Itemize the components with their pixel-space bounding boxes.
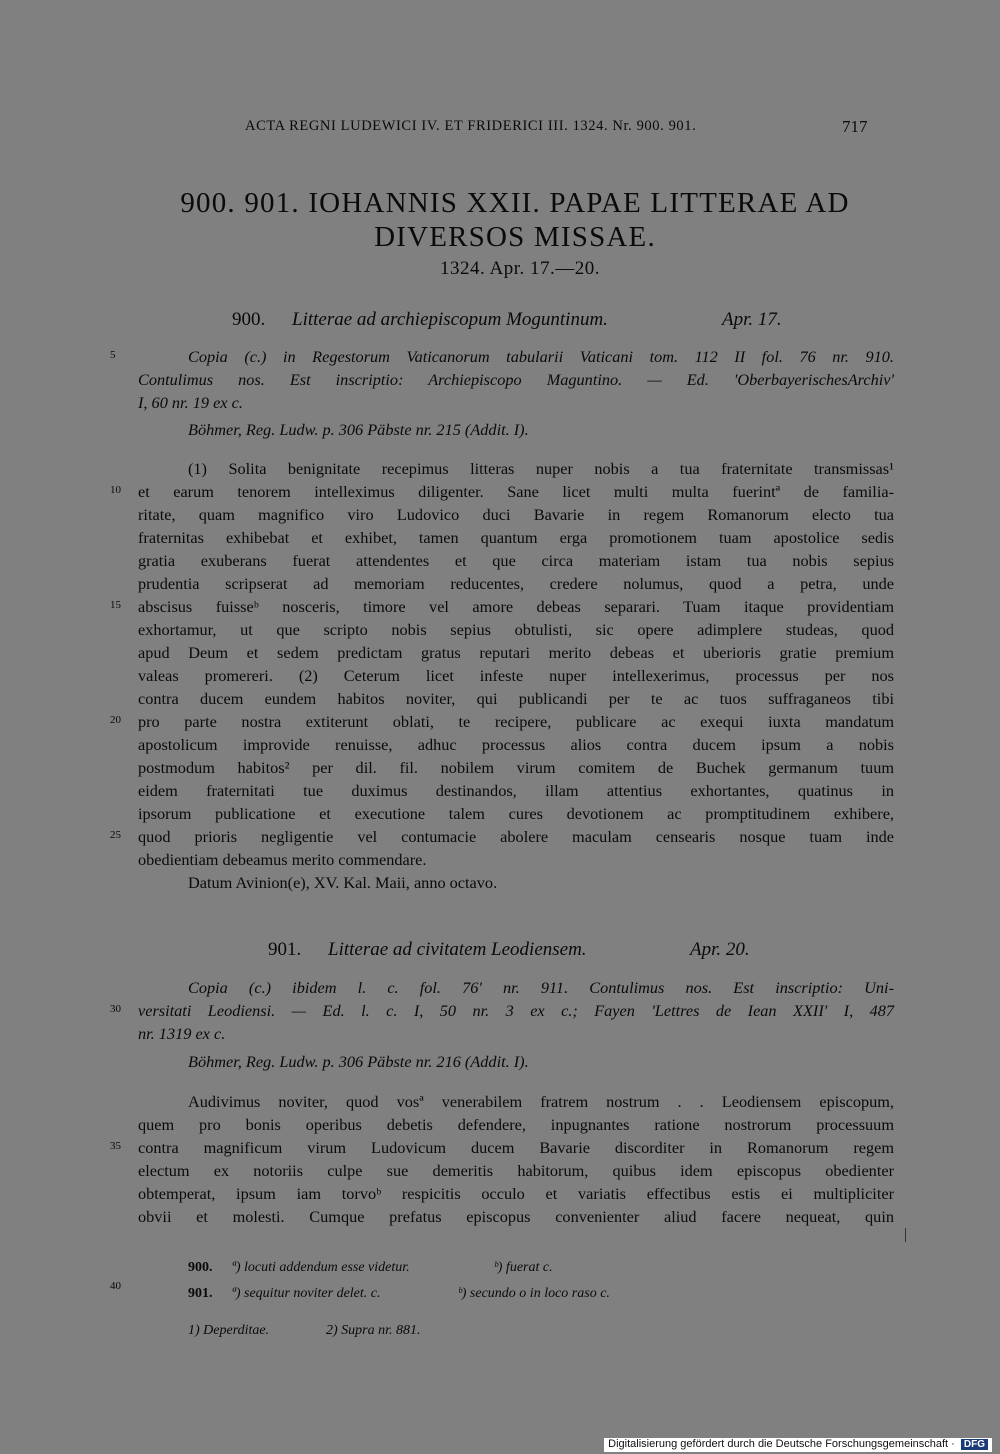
text-line: postmodum habitos² per dil. fil. nobilem virum comitem de Buchek germanum tuum xyxy=(138,758,894,777)
text-line: apud Deum et sedem predictam gratus reputari merito debeas et uberioris gratie premium xyxy=(138,643,894,662)
section-901-source-line: versitati Leodiensi. — Ed. l. c. I, 50 nr. 3 ex c.; Fayen 'Lettres de Iean XXII' I, 487 xyxy=(138,1001,894,1020)
text-line: abscisus fuisseᵇ nosceris, timore vel amore debeas separari. Tuam itaque providentiam xyxy=(138,597,894,616)
text-line: ritate, quam magnifico viro Ludovico duci Bavarie in regem Romanorum electo tua xyxy=(138,505,894,524)
text-line: obedientiam debeamus merito commendare. xyxy=(138,850,427,869)
funding-banner xyxy=(604,1438,992,1452)
section-900-source-line: Contulimus nos. Est inscriptio: Archiepiscopo Maguntino. — Ed. 'OberbayerischesArchiv' xyxy=(138,370,894,389)
text-line: obvii et molesti. Cumque prefatus episcopus convenienter aliud facere nequeat, quin xyxy=(138,1207,894,1226)
document-title-line-2: DIVERSOS MISSAE. xyxy=(374,221,656,253)
text-line: quod prioris negligentie vel contumacie abolere maculam censearis nosque tuam inde xyxy=(138,827,894,846)
text-line: contra ducem eundem habitos noviter, qui publicandi per te ac tuos suffraganeos tibi xyxy=(138,689,894,708)
text-line: pro parte nostra extiterunt oblati, te recipere, publicare ac exequi iuxta mandatum xyxy=(138,712,894,731)
section-900-date: Apr. 17. xyxy=(722,309,782,330)
margin-line-number: 5 xyxy=(110,349,116,361)
footnote-901-a: ª) sequitur noviter delet. c. xyxy=(232,1286,381,1301)
margin-line-number: 30 xyxy=(110,1003,121,1015)
text-line: electum ex notoriis culpe sue demeritis habitorum, quibus idem episcopus obedienter xyxy=(138,1161,894,1180)
section-900-bohmer: Böhmer, Reg. Ludw. p. 306 Päbste nr. 215 (Addit. I). xyxy=(188,420,529,439)
running-header: ACTA REGNI LUDEWICI IV. ET FRIDERICI III. 1324. Nr. 900. 901. xyxy=(245,118,697,134)
text-line: obtemperat, ipsum iam torvoᵇ respicitis occulo et variatis effectibus estis ei multipliciter xyxy=(138,1184,894,1203)
text-line: quem pro bonis operibus debetis defendere, inpugnantes ratione nostrorum processuum xyxy=(138,1115,894,1134)
section-900-source-line: Copia (c.) in Regestorum Vaticanorum tabularii Vaticani tom. 112 II fol. 76 nr. 910. xyxy=(188,347,894,366)
margin-line-number: 20 xyxy=(110,714,121,726)
margin-line-number: 10 xyxy=(110,484,121,496)
document-date: 1324. Apr. 17.—20. xyxy=(440,258,600,279)
text-line: fraternitas exhibebat et exhibet, tamen quantum erga promotionem tuam apostolice sedis xyxy=(138,528,894,547)
footnote-900-a: ª) locuti addendum esse videtur. xyxy=(232,1260,410,1275)
footnote-900-b: ᵇ) fuerat c. xyxy=(494,1260,553,1275)
margin-line-number: 15 xyxy=(110,599,121,611)
margin-line-number: 35 xyxy=(110,1140,121,1152)
text-line: eidem fraternitati tue duximus destinandos, illam attentius exhortantes, quatinus in xyxy=(138,781,894,800)
section-901-source-line: Copia (c.) ibidem l. c. fol. 76' nr. 911. Contulimus nos. Est inscriptio: Uni- xyxy=(188,978,894,997)
datum-line: Datum Avinion(e), XV. Kal. Maii, anno octavo. xyxy=(188,873,498,892)
footnote-2: 2) Supra nr. 881. xyxy=(326,1323,421,1338)
footnote-901-b: ᵇ) secundo o in loco raso c. xyxy=(458,1286,610,1301)
text-line: valeas promereri. (2) Ceterum licet infeste nuper intellexerimus, processus per nos xyxy=(138,666,894,685)
page-number: 717 xyxy=(842,117,868,136)
text-line: prudentia scripserat ad memoriam reducentes, credere nolumus, quod a petra, unde xyxy=(138,574,894,593)
text-line: (1) Solita benignitate recepimus litteras nuper nobis a tua fraternitate transmissas¹ xyxy=(188,459,894,478)
footnote-900-label: 900. xyxy=(188,1260,213,1275)
funding-text: Digitalisierung gefördert durch die Deutsche Forschungsgemeinschaft · xyxy=(608,1438,955,1450)
document-title-line-1: 900. 901. IOHANNIS XXII. PAPAE LITTERAE AD xyxy=(180,187,850,219)
text-line: Audivimus noviter, quod vosª venerabilem fratrem nostrum . . Leodiensem episcopum, xyxy=(188,1092,894,1111)
text-line: exhortamur, ut que scripto nobis sepius obtulisti, sic opere adimplere studeas, quod xyxy=(138,620,894,639)
footnote-901-label: 901. xyxy=(188,1286,213,1301)
section-901-date: Apr. 20. xyxy=(690,939,750,960)
text-line: contra magnificum virum Ludovicum ducem Bavarie discorditer in Romanorum regem xyxy=(138,1138,894,1157)
footnote-1: 1) Deperditae. xyxy=(188,1323,270,1338)
text-line: apostolicum improvide renuisse, adhuc processus alios contra ducem ipsum a nobis xyxy=(138,735,894,754)
margin-mark xyxy=(905,1228,906,1242)
text-line: gratia exuberans fuerat attendentes et que circa materiam istam tua nobis sepius xyxy=(138,551,894,570)
margin-line-number: 25 xyxy=(110,829,121,841)
text-line: et earum tenorem intelleximus diligenter. Sane licet multi multa fuerintª de familia- xyxy=(138,482,894,501)
text-line: ipsorum publicatione et executione talem cures devotionem ac promptitudinem exhibere, xyxy=(138,804,894,823)
section-900-source-line: I, 60 nr. 19 ex c. xyxy=(138,393,243,412)
section-901-bohmer: Böhmer, Reg. Ludw. p. 306 Päbste nr. 216 (Addit. I). xyxy=(188,1052,529,1071)
section-900-heading: Litterae ad archiepiscopum Moguntinum. xyxy=(292,309,608,330)
section-901-heading: Litterae ad civitatem Leodiensem. xyxy=(328,939,587,960)
margin-line-number: 40 xyxy=(110,1280,121,1292)
dfg-logo-icon: DFG xyxy=(961,1439,988,1450)
section-901-source-line: nr. 1319 ex c. xyxy=(138,1024,226,1043)
section-901-number: 901. xyxy=(268,939,302,960)
section-900-number: 900. xyxy=(232,309,266,330)
